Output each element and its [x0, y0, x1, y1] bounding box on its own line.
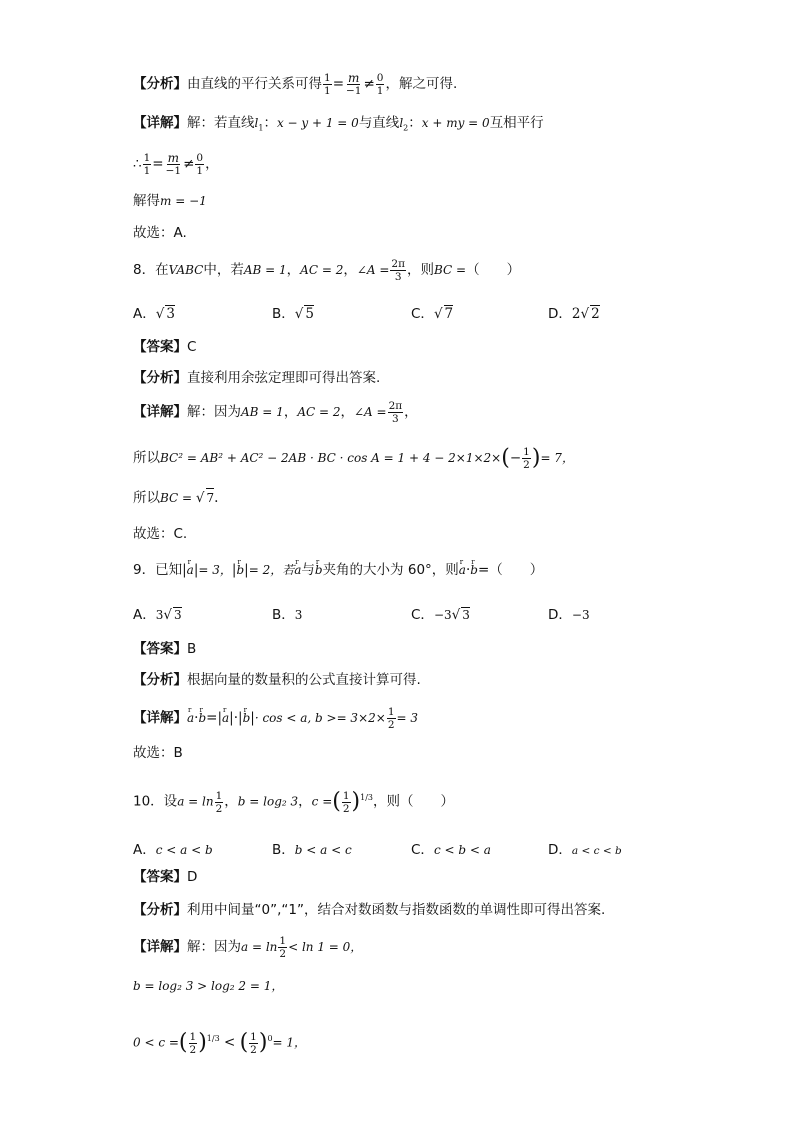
q7-detail: 【详解】解：若直线$l_1$：x − y + 1 = 0与直线$l_2$：x + my = 0互相平行 [133, 115, 544, 133]
q10-option-b[interactable]: B．b < a < c [272, 842, 352, 858]
q9-option-c[interactable]: C．−3√ 3 [411, 607, 470, 623]
q8-analysis: 【分析】直接利用余弦定理即可得出答案. [133, 370, 381, 386]
q10-stem: 10．设a = ln $\frac{1}{2}$ ，b = log₂ 3，c =( $\frac{1}{2}$ )$^{1/3}$，则（ ） [133, 789, 454, 815]
q9-option-a[interactable]: A．3√ 3 [133, 607, 182, 623]
q7-choose: 故选：A. [133, 225, 187, 241]
q10-answer: 【答案】D [133, 869, 198, 885]
q10-detail: 【详解】解：因为a = ln $\frac{1}{2}$ < ln 1 = 0， [133, 935, 363, 960]
q9-analysis: 【分析】根据向量的数量积的公式直接计算可得. [133, 672, 421, 688]
q10-option-a[interactable]: A．c < a < b [133, 842, 213, 858]
q8-detail: 【详解】解：因为AB = 1，AC = 2，∠A = $\frac{2\pi}{3}$ ， [133, 400, 418, 425]
analysis-tag: 【分析】 [133, 76, 187, 92]
q8-answer: 【答案】C [133, 339, 197, 355]
q8-option-d[interactable]: D．2√ 2 [548, 306, 600, 322]
q10-option-d[interactable]: D．a < c < b [548, 842, 622, 858]
q10-analysis: 【分析】利用中间量“0”,“1”，结合对数函数与指数函数的单调性即可得出答案. [133, 902, 606, 918]
q9-choose: 故选：B [133, 745, 183, 761]
q9-option-d[interactable]: D．−3 [548, 607, 590, 623]
q10-b-compare: b = log₂ 3 > log₂ 2 = 1， [133, 979, 284, 993]
q7-therefore: ∴ $\frac{1}{1}$ = $\frac{m}{-1}$ ≠ $\frac{0}{1}$ ， [133, 151, 219, 177]
q7-analysis: 【分析】由直线的平行关系可得 $\frac{1}{1}$ = $\frac{m}{-1}$ ≠ $\frac{0}{1}$ ，解之可得. [133, 71, 458, 97]
q8-choose: 故选：C. [133, 526, 188, 542]
q7-solve: 解得m = −1 [133, 193, 207, 209]
q8-result: 所以BC = √ 7. [133, 490, 219, 506]
q9-answer: 【答案】B [133, 641, 197, 657]
q9-stem: 9．已知|r a|= 3，|r b|= 2，若r a与r b夹角的大小为 60°，则r a·r b=（ ） [133, 561, 543, 579]
q10-option-c[interactable]: C．c < b < a [411, 842, 491, 858]
q10-c-compare: 0 < c =( $\frac{1}{2}$ )$^{1/3}$ < ( $\frac{1}{2}$ )$^0$= 1， [133, 1030, 307, 1056]
q9-detail: 【详解】r a·r b=|r a|·|r b|· cos < a, b >= 3×2× $\frac{1}{2}$ = 3 [133, 706, 418, 731]
q8-option-a[interactable]: A．√ 3 [133, 306, 175, 322]
q8-option-b[interactable]: B．√ 5 [272, 306, 314, 322]
q8-law-of-cosines: 所以BC² = AB² + AC² − 2AB · BC · cos A = 1 + 4 − 2×1×2×(− $\frac{1}{2}$ )= 7， [133, 445, 574, 471]
q9-option-b[interactable]: B．3 [272, 607, 303, 623]
q8-option-c[interactable]: C．√ 7 [411, 306, 454, 322]
q8-stem: 8．在VABC中，若AB = 1，AC = 2，∠A = $\frac{2\pi}{3}$ ，则BC =（ ） [133, 258, 521, 283]
